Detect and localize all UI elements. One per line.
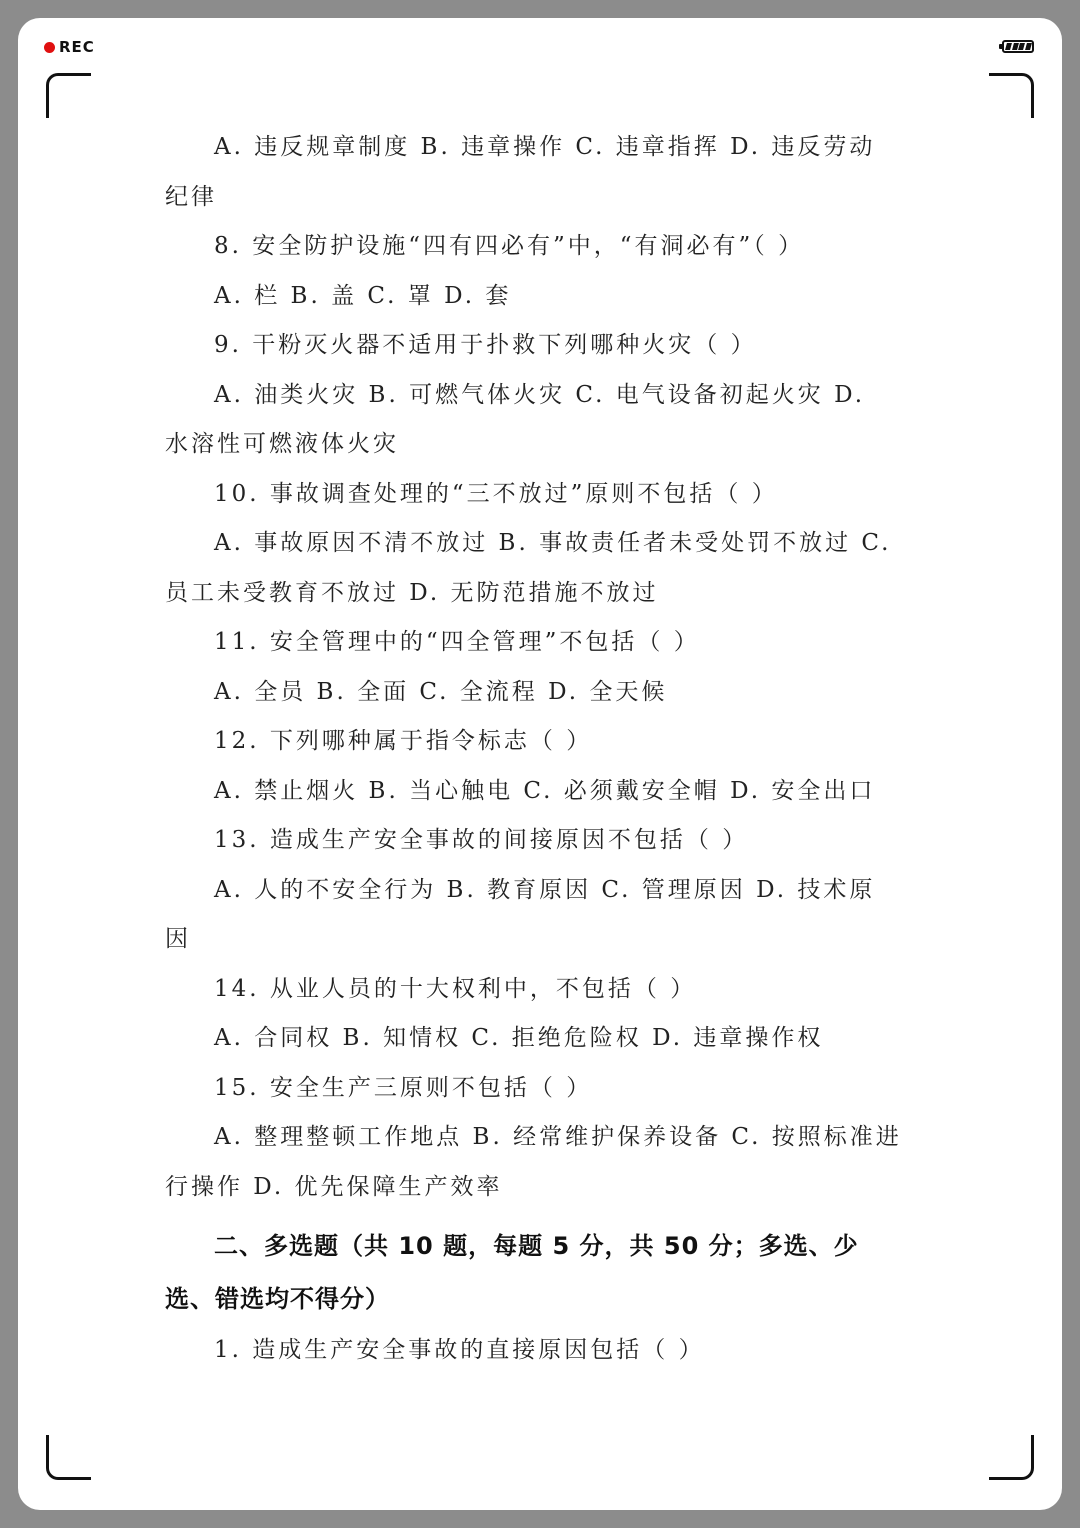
exam-content [165, 123, 925, 1376]
record-dot-icon [44, 42, 55, 53]
option-line: A. 合同权 B. 知情权 C. 拒绝危险权 D. 违章操作权 [214, 1025, 824, 1051]
question-line: 11. 安全管理中的“四全管理”不包括（ ） [214, 629, 700, 655]
question-line: 10. 事故调查处理的“三不放过”原则不包括（ ） [214, 480, 778, 507]
frame-corner-bottom-left [46, 1435, 91, 1480]
option-line-wrap: 员工未受教育不放过 D. 无防范措施不放过 [165, 579, 659, 606]
question-line: 8. 安全防护设施“四有四必有”中，“有洞必有”（ ） [214, 233, 805, 259]
question-line: 1. 造成生产安全事故的直接原因包括（ ） [214, 1337, 705, 1363]
section-heading: 二、多选题（共 10 题，每题 5 分，共 50 分；多选、少 [214, 1232, 859, 1260]
option-line: A. 全员 B. 全面 C. 全流程 D. 全天候 [214, 678, 668, 705]
frame-corner-top-right [989, 73, 1034, 118]
option-line-wrap: 纪律 [165, 183, 217, 210]
option-line-wrap: 因 [165, 926, 191, 952]
section-heading-wrap: 选、错选均不得分） [165, 1285, 390, 1313]
question-line: 9. 干粉灭火器不适用于扑救下列哪种火灾（ ） [214, 332, 757, 358]
option-line: A. 栏 B. 盖 C. 罩 D. 套 [214, 282, 512, 309]
rec-label: REC [59, 38, 95, 56]
question-line: 14. 从业人员的十大权利中，不包括（ ） [214, 975, 697, 1002]
option-line: A. 油类火灾 B. 可燃气体火灾 C. 电气设备初起火灾 D. [214, 381, 866, 408]
recording-indicator [44, 38, 95, 56]
option-line: A. 人的不安全行为 B. 教育原因 C. 管理原因 D. 技术原 [214, 876, 876, 903]
option-line: A. 事故原因不清不放过 B. 事故责任者未受处罚不放过 C. [214, 530, 892, 556]
battery-icon [1002, 40, 1034, 53]
question-line: 12. 下列哪种属于指令标志（ ） [214, 728, 593, 754]
option-line-wrap: 行操作 D. 优先保障生产效率 [165, 1173, 503, 1200]
option-line: A. 禁止烟火 B. 当心触电 C. 必须戴安全帽 D. 安全出口 [214, 777, 876, 804]
question-line: 13. 造成生产安全事故的间接原因不包括（ ） [214, 827, 749, 853]
option-line: A. 整理整顿工作地点 B. 经常维护保养设备 C. 按照标准进 [214, 1124, 902, 1150]
option-line-wrap: 水溶性可燃液体火灾 [165, 431, 399, 457]
frame-corner-top-left [46, 73, 91, 118]
frame-corner-bottom-right [989, 1435, 1034, 1480]
document-page [18, 18, 1062, 1510]
question-line: 15. 安全生产三原则不包括（ ） [214, 1074, 593, 1101]
option-line: A. 违反规章制度 B. 违章操作 C. 违章指挥 D. 违反劳动 [214, 134, 876, 160]
